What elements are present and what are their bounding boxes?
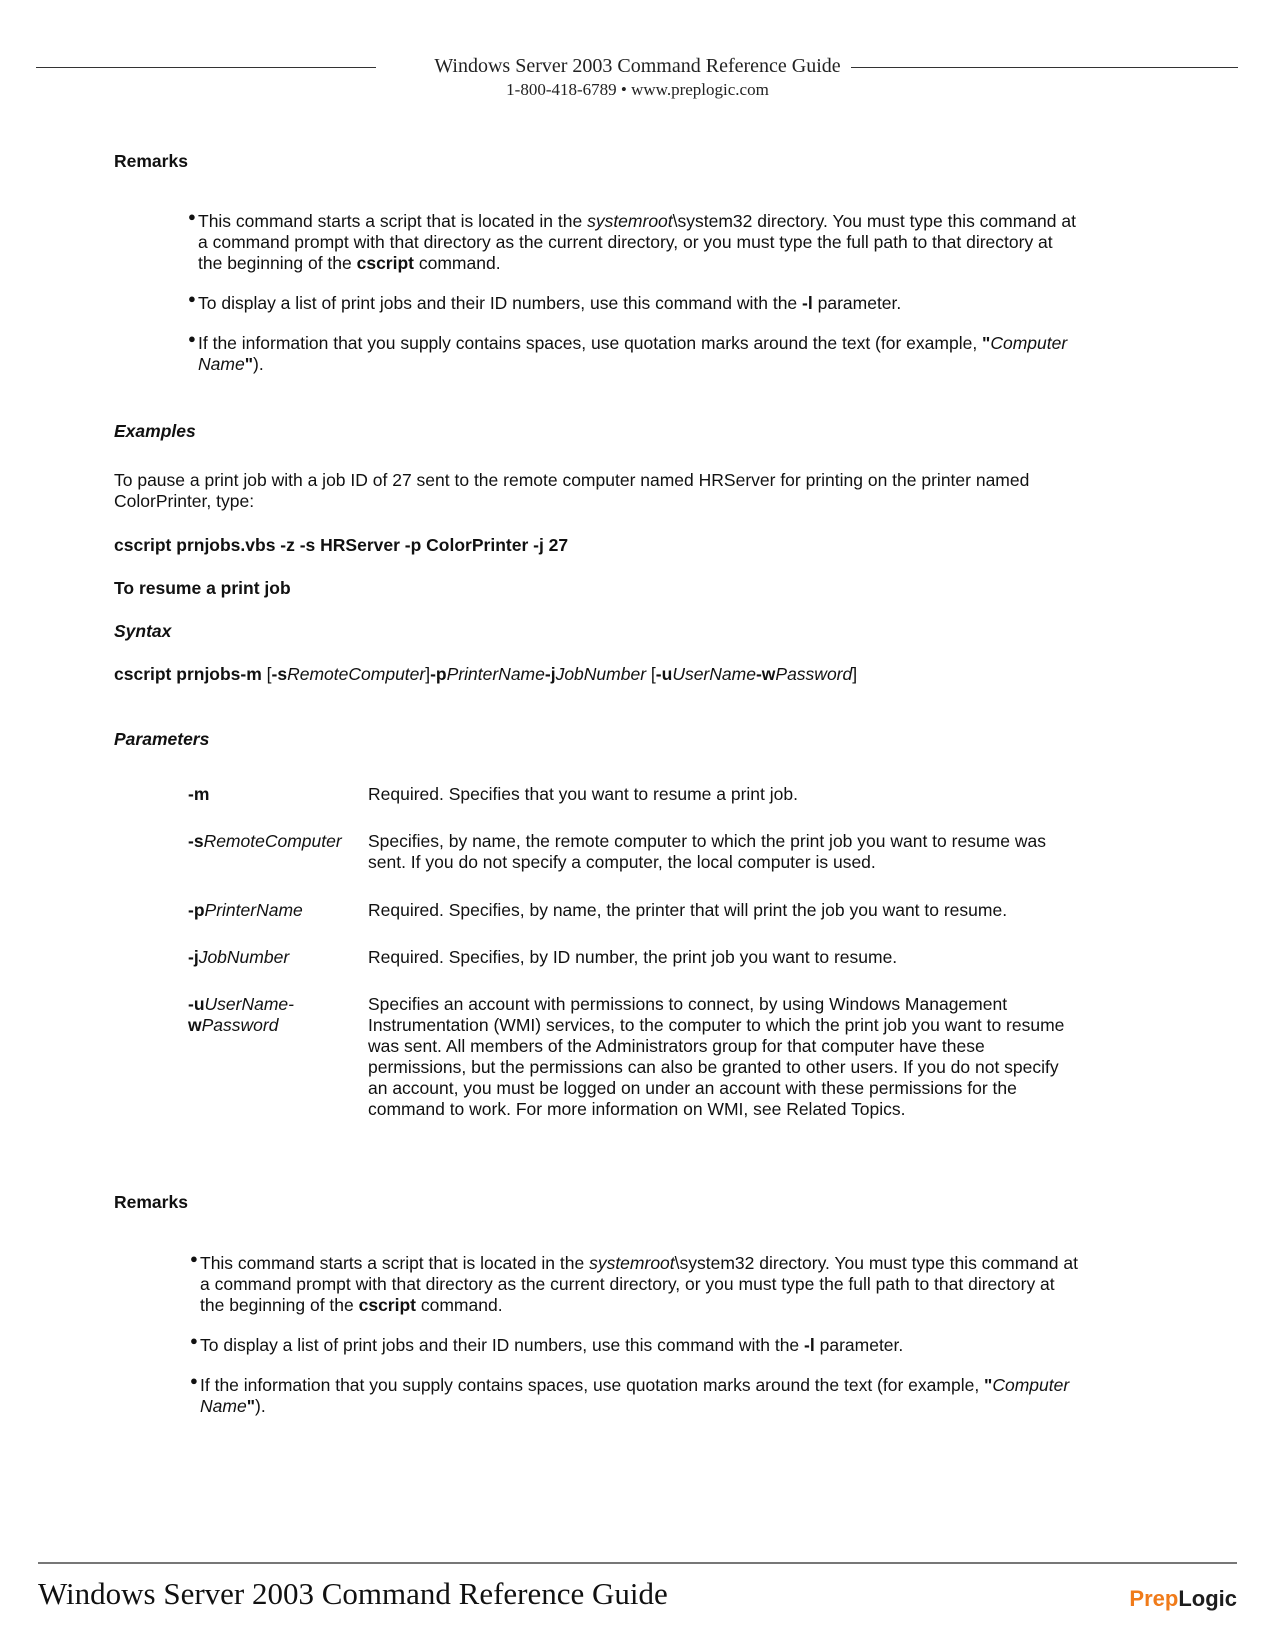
remarks-item: ● This command starts a script that is located in the systemroot\system32 directory. You must type this command at a command prompt with that directory as the current directory, or you must type the full path to that directory at the beginning of the cscript command. <box>188 211 1078 274</box>
bullet-icon: ● <box>190 1251 198 1266</box>
remarks-item: ● This command starts a script that is located in the systemroot\system32 directory. You must type this command at a command prompt with that directory as the current directory, or you must type the full path to that directory at the beginning of the cscript command. <box>190 1253 1080 1316</box>
syntax-line: cscript prnjobs-m [-sRemoteComputer]-pPrinterName-jJobNumber [-uUserName-wPassword] <box>114 664 858 684</box>
remarks-item: ● To display a list of print jobs and their ID numbers, use this command with the -l parameter. <box>190 1335 1080 1356</box>
syntax-heading: Syntax <box>114 621 172 641</box>
remarks-list <box>188 211 1078 394</box>
bullet-icon: ● <box>190 1333 198 1348</box>
param-name: -uUserName- wPassword <box>188 994 294 1035</box>
preplogic-logo: PrepLogic <box>1129 1586 1237 1611</box>
bullet-icon: ● <box>188 209 196 224</box>
example-command: cscript prnjobs.vbs -z -s HRServer -p ColorPrinter -j 27 <box>114 535 569 555</box>
footer-rule <box>38 1562 1237 1564</box>
footer-title: Windows Server 2003 Command Reference Guide <box>38 1576 668 1611</box>
header-title: Windows Server 2003 Command Reference Guide <box>0 54 1275 78</box>
param-name: -sRemoteComputer <box>188 831 342 851</box>
remarks-heading: Remarks <box>114 1192 188 1212</box>
param-desc: Required. Specifies, by name, the printer that will print the job you want to resume. <box>368 900 1008 920</box>
bullet-icon: ● <box>188 291 196 306</box>
param-desc: Specifies an account with permissions to connect, by using Windows Management Instrumentation (WMI) services, to the computer to which the print job you want to resume was sent. All members of the Administrators group for that computer have these permissions, but the permissions can also be granted to other users. If you do not specify an account, you must be logged on under an account with these permissions for the command to work. For more information on WMI, see Related Topics. <box>368 994 1065 1119</box>
resume-heading: To resume a print job <box>114 578 291 598</box>
remarks-item: ● If the information that you supply contains spaces, use quotation marks around the text (for example, "Computer Name"). <box>188 333 1078 375</box>
bullet-icon: ● <box>188 331 196 346</box>
bullet-icon: ● <box>190 1373 198 1388</box>
remarks-list <box>190 1253 1080 1436</box>
parameters-heading: Parameters <box>114 729 210 749</box>
remarks-item: ● If the information that you supply contains spaces, use quotation marks around the text (for example, "Computer Name"). <box>190 1375 1080 1417</box>
examples-heading: Examples <box>114 421 196 441</box>
remarks-item: ● To display a list of print jobs and their ID numbers, use this command with the -l parameter. <box>188 293 1078 314</box>
header-contact: 1-800-418-6789 • www.preplogic.com <box>506 80 769 99</box>
param-desc: Specifies, by name, the remote computer to which the print job you want to resume was sent. If you do not specify a computer, the local computer is used. <box>368 831 1046 872</box>
param-name: -jJobNumber <box>188 947 290 967</box>
param-name: -pPrinterName <box>188 900 303 920</box>
examples-text: To pause a print job with a job ID of 27 sent to the remote computer named HRServer for printing on the printer named ColorPrinter, type: <box>114 470 1030 511</box>
param-desc: Required. Specifies that you want to resume a print job. <box>368 784 798 804</box>
param-name: -m <box>188 784 210 804</box>
remarks-heading: Remarks <box>114 151 188 171</box>
param-desc: Required. Specifies, by ID number, the print job you want to resume. <box>368 947 898 967</box>
